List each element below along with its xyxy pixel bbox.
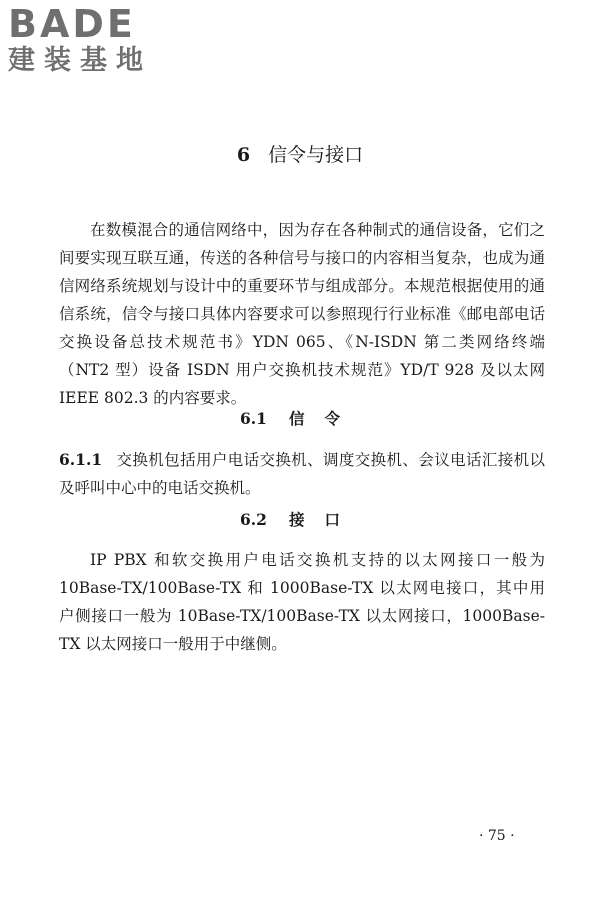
section-number: 6.1 — [240, 409, 267, 428]
chapter-title-text: 信令与接口 — [268, 144, 364, 166]
chapter-number: 6 — [236, 144, 251, 166]
section-6-2-paragraph: IP PBX 和软交换用户电话交换机支持的以太网接口一般为 10Base-TX/100Base-TX 和 1000Base-TX 以太网电接口，其中用户侧接口一般为 10Base-TX/100Base-TX 以太网接口，1000Base-TX 以太网接口一般用于中继侧。 — [59, 551, 545, 653]
intro-paragraph: 在数模混合的通信网络中，因为存在各种制式的通信设备，它们之间要实现互联互通，传送的各种信号与接口的内容相当复杂，也成为通信网络系统规划与设计中的重要环节与组成部分。本规范根据使用的通信系统，信令与接口具体内容要求可以参照现行行业标准《邮电部电话交换设备总技术规范书》YDN 065、《N-ISDN 第二类网络终端（NT2 型）设备 ISDN 用户交换机技术规范》YD/T 928 及以太网 IEEE 802.3 的内容要求。 — [59, 221, 545, 407]
chapter-title — [0, 140, 600, 170]
section-number: 6.2 — [240, 510, 267, 529]
section-title: 接口 — [288, 510, 360, 529]
section-heading-6-1 — [0, 405, 600, 433]
page-number: · 75 · — [479, 828, 515, 844]
logo-chinese-text: 建装基地 — [8, 45, 152, 76]
clause-number: 6.1.1 — [59, 450, 103, 469]
logo-latin-text: BADE — [8, 2, 136, 46]
section-title: 信令 — [288, 409, 360, 428]
section-heading-6-2 — [0, 506, 600, 534]
clause-6-1-1 — [59, 446, 545, 502]
logo — [8, 4, 178, 78]
clause-text: 交换机包括用户电话交换机、调度交换机、会议电话汇接机以及呼叫中心中的电话交换机。 — [59, 451, 545, 497]
